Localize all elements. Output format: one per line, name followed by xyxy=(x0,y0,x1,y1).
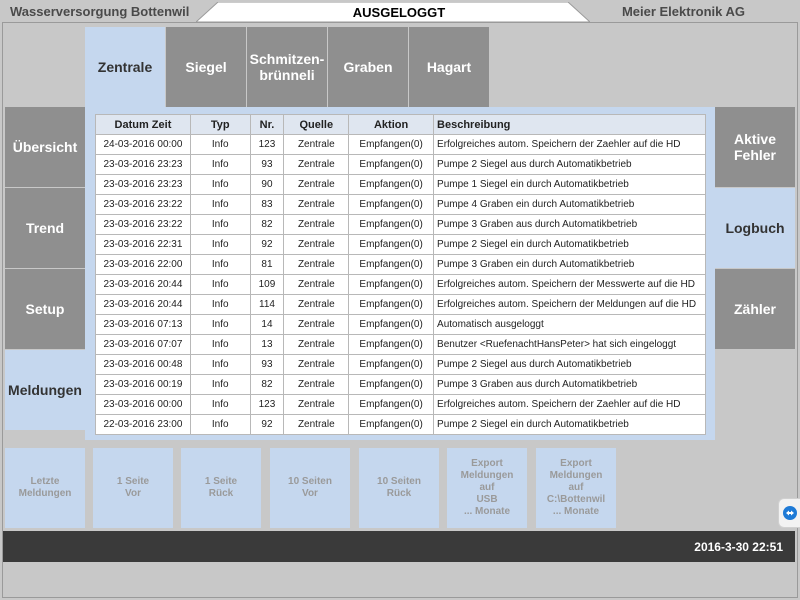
cell-nr: 14 xyxy=(250,315,284,335)
cell-typ: Info xyxy=(190,235,250,255)
cell-aktion: Empfangen(0) xyxy=(349,395,434,415)
col-header-beschreibung: Beschreibung xyxy=(434,115,706,135)
cell-beschreibung: Erfolgreiches autom. Speichern der Messwerte auf die HD xyxy=(434,275,706,295)
cell-typ: Info xyxy=(190,175,250,195)
cell-beschreibung: Pumpe 1 Siegel ein durch Automatikbetrieb xyxy=(434,175,706,195)
cell-beschreibung: Pumpe 2 Siegel aus durch Automatikbetrieb xyxy=(434,155,706,175)
cell-beschreibung: Pumpe 2 Siegel ein durch Automatikbetrieb xyxy=(434,415,706,435)
col-header-datum-zeit: Datum Zeit xyxy=(96,115,191,135)
cell-datum-zeit: 23-03-2016 23:23 xyxy=(96,155,191,175)
cell-datum-zeit: 23-03-2016 07:13 xyxy=(96,315,191,335)
cell-beschreibung: Pumpe 2 Siegel ein durch Automatikbetrieb xyxy=(434,235,706,255)
cell-datum-zeit: 23-03-2016 23:23 xyxy=(96,175,191,195)
cell-aktion: Empfangen(0) xyxy=(349,215,434,235)
cell-datum-zeit: 23-03-2016 00:00 xyxy=(96,395,191,415)
remote-support-icon xyxy=(783,506,797,520)
cell-typ: Info xyxy=(190,275,250,295)
col-header-quelle: Quelle xyxy=(284,115,349,135)
cell-nr: 82 xyxy=(250,375,284,395)
cell-typ: Info xyxy=(190,195,250,215)
nav-aktive-fehler[interactable]: Aktive Fehler xyxy=(715,107,795,187)
cell-aktion: Empfangen(0) xyxy=(349,295,434,315)
cell-beschreibung: Pumpe 3 Graben ein durch Automatikbetrieb xyxy=(434,255,706,275)
table-row[interactable] xyxy=(96,175,706,195)
table-row[interactable] xyxy=(96,375,706,395)
tab-schmitzenbruenneli[interactable]: Schmitzen- brünneli xyxy=(247,27,327,107)
cell-typ: Info xyxy=(190,355,250,375)
cell-quelle: Zentrale xyxy=(284,395,349,415)
cell-nr: 82 xyxy=(250,215,284,235)
table-row[interactable] xyxy=(96,215,706,235)
cell-datum-zeit: 23-03-2016 22:31 xyxy=(96,235,191,255)
cell-nr: 93 xyxy=(250,355,284,375)
cell-aktion: Empfangen(0) xyxy=(349,315,434,335)
nav-zaehler[interactable]: Zähler xyxy=(715,269,795,349)
cell-nr: 109 xyxy=(250,275,284,295)
export-usb-button[interactable]: Export Meldungen auf USB ... Monate xyxy=(447,448,527,528)
cell-nr: 92 xyxy=(250,415,284,435)
cell-aktion: Empfangen(0) xyxy=(349,375,434,395)
table-row[interactable] xyxy=(96,415,706,435)
cell-datum-zeit: 23-03-2016 00:19 xyxy=(96,375,191,395)
login-status: AUSGELOGGT xyxy=(352,5,446,20)
cell-aktion: Empfangen(0) xyxy=(349,235,434,255)
cell-datum-zeit: 24-03-2016 00:00 xyxy=(96,135,191,155)
cell-datum-zeit: 23-03-2016 20:44 xyxy=(96,275,191,295)
cell-beschreibung: Erfolgreiches autom. Speichern der Zaehler auf die HD xyxy=(434,135,706,155)
cell-typ: Info xyxy=(190,415,250,435)
cell-beschreibung: Pumpe 4 Graben ein durch Automatikbetrieb xyxy=(434,195,706,215)
cell-quelle: Zentrale xyxy=(284,415,349,435)
one-page-back-button[interactable]: 1 Seite Rück xyxy=(181,448,261,528)
table-row[interactable] xyxy=(96,335,706,355)
cell-typ: Info xyxy=(190,215,250,235)
cell-quelle: Zentrale xyxy=(284,235,349,255)
cell-typ: Info xyxy=(190,295,250,315)
company-name: Meier Elektronik AG xyxy=(621,4,745,19)
ten-pages-back-button[interactable]: 10 Seiten Rück xyxy=(359,448,439,528)
status-bar xyxy=(3,531,795,562)
cell-quelle: Zentrale xyxy=(284,355,349,375)
nav-trend[interactable]: Trend xyxy=(5,188,85,268)
cell-aktion: Empfangen(0) xyxy=(349,175,434,195)
cell-typ: Info xyxy=(190,395,250,415)
remote-support-tab[interactable] xyxy=(778,498,800,528)
cell-beschreibung: Automatisch ausgeloggt xyxy=(434,315,706,335)
cell-aktion: Empfangen(0) xyxy=(349,355,434,375)
table-row[interactable] xyxy=(96,135,706,155)
table-row[interactable] xyxy=(96,255,706,275)
cell-beschreibung: Erfolgreiches autom. Speichern der Zaehler auf die HD xyxy=(434,395,706,415)
cell-datum-zeit: 23-03-2016 23:22 xyxy=(96,195,191,215)
tab-graben[interactable]: Graben xyxy=(328,27,408,107)
tab-hagart[interactable]: Hagart xyxy=(409,27,489,107)
table-row[interactable] xyxy=(96,295,706,315)
cell-datum-zeit: 23-03-2016 00:48 xyxy=(96,355,191,375)
cell-aktion: Empfangen(0) xyxy=(349,275,434,295)
cell-nr: 123 xyxy=(250,395,284,415)
table-row[interactable] xyxy=(96,235,706,255)
cell-aktion: Empfangen(0) xyxy=(349,195,434,215)
cell-aktion: Empfangen(0) xyxy=(349,335,434,355)
cell-typ: Info xyxy=(190,135,250,155)
cell-nr: 114 xyxy=(250,295,284,315)
cell-beschreibung: Erfolgreiches autom. Speichern der Meldungen auf die HD xyxy=(434,295,706,315)
cell-quelle: Zentrale xyxy=(284,255,349,275)
export-local-button[interactable]: Export Meldungen auf C:\Bottenwil ... Monate xyxy=(536,448,616,528)
table-row[interactable] xyxy=(96,315,706,335)
cell-aktion: Empfangen(0) xyxy=(349,155,434,175)
cell-datum-zeit: 23-03-2016 07:07 xyxy=(96,335,191,355)
cell-quelle: Zentrale xyxy=(284,295,349,315)
cell-nr: 81 xyxy=(250,255,284,275)
table-row[interactable] xyxy=(96,355,706,375)
table-row[interactable] xyxy=(96,395,706,415)
cell-nr: 93 xyxy=(250,155,284,175)
letzte-meldungen-button[interactable]: Letzte Meldungen xyxy=(5,448,85,528)
site-name: Wasserversorgung Bottenwil xyxy=(10,4,190,19)
one-page-forward-button[interactable]: 1 Seite Vor xyxy=(93,448,173,528)
cell-quelle: Zentrale xyxy=(284,195,349,215)
cell-quelle: Zentrale xyxy=(284,135,349,155)
nav-uebersicht[interactable]: Übersicht xyxy=(5,107,85,187)
cell-aktion: Empfangen(0) xyxy=(349,415,434,435)
cell-beschreibung: Benutzer <RuefenachtHansPeter> hat sich eingeloggt xyxy=(434,335,706,355)
cell-aktion: Empfangen(0) xyxy=(349,255,434,275)
cell-typ: Info xyxy=(190,335,250,355)
cell-datum-zeit: 23-03-2016 23:22 xyxy=(96,215,191,235)
ten-pages-forward-button[interactable]: 10 Seiten Vor xyxy=(270,448,350,528)
cell-quelle: Zentrale xyxy=(284,215,349,235)
cell-typ: Info xyxy=(190,155,250,175)
tab-siegel[interactable]: Siegel xyxy=(166,27,246,107)
table-row[interactable] xyxy=(96,275,706,295)
tab-zentrale[interactable]: Zentrale xyxy=(85,27,165,107)
cell-quelle: Zentrale xyxy=(284,175,349,195)
cell-quelle: Zentrale xyxy=(284,375,349,395)
cell-beschreibung: Pumpe 2 Siegel aus durch Automatikbetrieb xyxy=(434,355,706,375)
cell-nr: 13 xyxy=(250,335,284,355)
col-header-aktion: Aktion xyxy=(349,115,434,135)
cell-typ: Info xyxy=(190,375,250,395)
col-header-nr: Nr. xyxy=(250,115,284,135)
clock: 2016-3-30 22:51 xyxy=(694,540,783,554)
cell-datum-zeit: 22-03-2016 23:00 xyxy=(96,415,191,435)
cell-nr: 92 xyxy=(250,235,284,255)
col-header-typ: Typ xyxy=(190,115,250,135)
cell-datum-zeit: 23-03-2016 20:44 xyxy=(96,295,191,315)
cell-quelle: Zentrale xyxy=(284,155,349,175)
cell-quelle: Zentrale xyxy=(284,315,349,335)
cell-beschreibung: Pumpe 3 Graben aus durch Automatikbetrieb xyxy=(434,375,706,395)
table-row[interactable] xyxy=(96,195,706,215)
cell-nr: 90 xyxy=(250,175,284,195)
cell-quelle: Zentrale xyxy=(284,335,349,355)
log-table xyxy=(95,114,706,435)
log-table-body xyxy=(96,135,706,435)
nav-logbuch[interactable]: Logbuch xyxy=(715,188,795,268)
cell-nr: 123 xyxy=(250,135,284,155)
cell-aktion: Empfangen(0) xyxy=(349,135,434,155)
cell-datum-zeit: 23-03-2016 22:00 xyxy=(96,255,191,275)
nav-setup[interactable]: Setup xyxy=(5,269,85,349)
table-row[interactable] xyxy=(96,155,706,175)
cell-nr: 83 xyxy=(250,195,284,215)
nav-meldungen[interactable]: Meldungen xyxy=(5,350,85,430)
table-header-row xyxy=(96,115,706,135)
cell-typ: Info xyxy=(190,315,250,335)
cell-typ: Info xyxy=(190,255,250,275)
cell-beschreibung: Pumpe 3 Graben aus durch Automatikbetrieb xyxy=(434,215,706,235)
header xyxy=(0,0,800,22)
cell-quelle: Zentrale xyxy=(284,275,349,295)
